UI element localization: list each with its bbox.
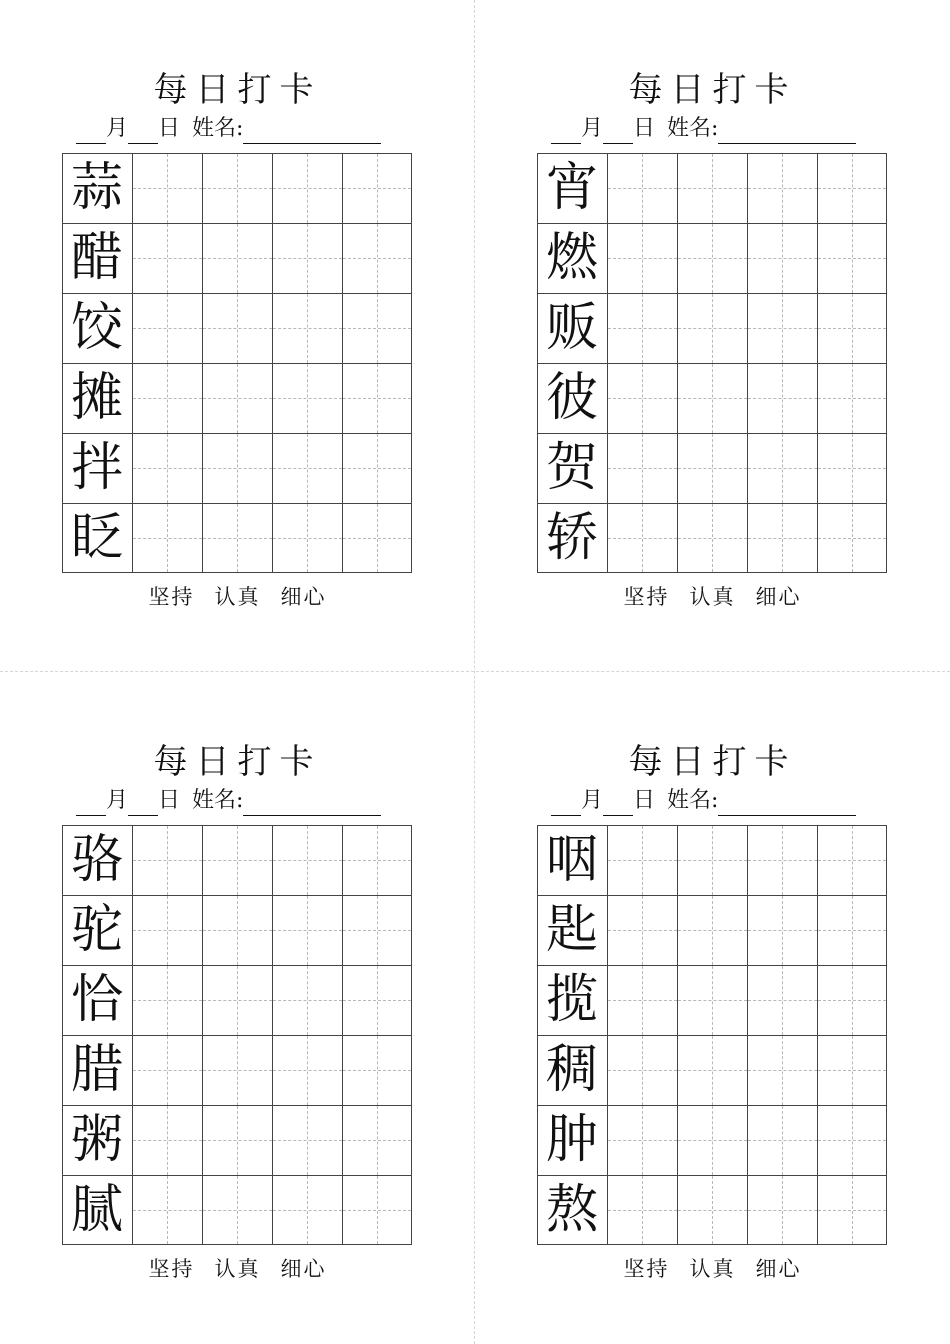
practice-cell[interactable]: [607, 895, 677, 965]
practice-cell[interactable]: [677, 433, 747, 503]
grid-row: [537, 293, 887, 363]
practice-cell[interactable]: [677, 1175, 747, 1245]
practice-cell[interactable]: [202, 293, 272, 363]
motto-word: 认真: [214, 585, 261, 609]
model-char-cell: [62, 153, 132, 223]
practice-cell[interactable]: [747, 1105, 817, 1175]
practice-cell[interactable]: [342, 965, 412, 1035]
month-label: 月: [106, 788, 129, 813]
practice-cell[interactable]: [677, 503, 747, 573]
grid-row: [537, 1175, 887, 1245]
model-char-cell: [62, 503, 132, 573]
date-name-line: [76, 114, 381, 144]
practice-cell[interactable]: [747, 293, 817, 363]
practice-cell[interactable]: [342, 1175, 412, 1245]
name-blank[interactable]: [718, 119, 856, 144]
model-char-cell: [62, 825, 132, 895]
day-label: 日: [158, 116, 181, 141]
practice-cell[interactable]: [607, 363, 677, 433]
practice-cell[interactable]: [817, 825, 887, 895]
writing-grid: [537, 153, 887, 573]
grid-row: [537, 153, 887, 223]
model-character: 腻: [70, 1180, 123, 1240]
model-char-cell: [537, 895, 607, 965]
month-blank[interactable]: [551, 791, 581, 816]
practice-cell[interactable]: [342, 895, 412, 965]
practice-cell[interactable]: [747, 965, 817, 1035]
practice-cell[interactable]: [342, 433, 412, 503]
practice-cell[interactable]: [677, 965, 747, 1035]
grid-row: [537, 895, 887, 965]
model-char-cell: [62, 1175, 132, 1245]
card-title: 每日打卡: [153, 742, 322, 782]
month-blank[interactable]: [76, 119, 106, 144]
practice-cell[interactable]: [132, 433, 202, 503]
model-char-cell: [537, 223, 607, 293]
practice-cell[interactable]: [342, 223, 412, 293]
motto-word: 坚持: [623, 1257, 670, 1281]
practice-cell[interactable]: [272, 1035, 342, 1105]
practice-cell[interactable]: [272, 895, 342, 965]
grid-row: [62, 1035, 412, 1105]
practice-cell[interactable]: [342, 1035, 412, 1105]
practice-cell[interactable]: [817, 293, 887, 363]
grid-row: [537, 1035, 887, 1105]
practice-cell[interactable]: [272, 433, 342, 503]
practice-cell[interactable]: [817, 965, 887, 1035]
practice-cell[interactable]: [132, 153, 202, 223]
day-blank[interactable]: [128, 791, 158, 816]
name-blank[interactable]: [718, 791, 856, 816]
date-name-line: [76, 786, 381, 816]
practice-cell[interactable]: [202, 433, 272, 503]
day-blank[interactable]: [603, 791, 633, 816]
practice-cell[interactable]: [272, 503, 342, 573]
model-char-cell: [62, 363, 132, 433]
practice-cell[interactable]: [202, 1175, 272, 1245]
practice-cell[interactable]: [202, 965, 272, 1035]
name-label: 姓名:: [192, 788, 244, 813]
practice-cell[interactable]: [677, 1035, 747, 1105]
practice-cell[interactable]: [272, 1175, 342, 1245]
practice-cell[interactable]: [817, 363, 887, 433]
writing-grid: [62, 825, 412, 1245]
motto-word: 细心: [755, 585, 802, 609]
practice-cell[interactable]: [202, 1035, 272, 1105]
model-character: 恰: [70, 970, 123, 1030]
model-character: 揽: [545, 970, 598, 1030]
grid-row: [62, 895, 412, 965]
day-label: 日: [158, 788, 181, 813]
name-label: 姓名:: [192, 116, 244, 141]
practice-cell[interactable]: [607, 1035, 677, 1105]
model-char-cell: [537, 363, 607, 433]
practice-cell[interactable]: [342, 1105, 412, 1175]
motto-word: 坚持: [148, 585, 195, 609]
practice-cell[interactable]: [817, 503, 887, 573]
model-character: 贺: [545, 438, 598, 498]
practice-card-4: [475, 672, 950, 1344]
model-character: 肿: [545, 1110, 598, 1170]
model-character: 骆: [70, 830, 123, 890]
practice-cell[interactable]: [677, 825, 747, 895]
practice-cell[interactable]: [747, 825, 817, 895]
grid-row: [537, 965, 887, 1035]
day-blank[interactable]: [603, 119, 633, 144]
date-name-line: [551, 786, 856, 816]
practice-cell[interactable]: [607, 1175, 677, 1245]
practice-cell[interactable]: [607, 433, 677, 503]
practice-cell[interactable]: [747, 1175, 817, 1245]
model-char-cell: [62, 1105, 132, 1175]
practice-cell[interactable]: [677, 153, 747, 223]
practice-cell[interactable]: [677, 1105, 747, 1175]
practice-cell[interactable]: [607, 825, 677, 895]
practice-cell[interactable]: [747, 153, 817, 223]
motto-word: 认真: [689, 1257, 736, 1281]
model-char-cell: [537, 503, 607, 573]
practice-cell[interactable]: [132, 293, 202, 363]
model-character: 眨: [70, 508, 123, 568]
grid-row: [62, 503, 412, 573]
card-title: 每日打卡: [153, 70, 322, 110]
month-label: 月: [106, 116, 129, 141]
card-title: 每日打卡: [628, 70, 797, 110]
model-char-cell: [62, 433, 132, 503]
grid-row: [62, 965, 412, 1035]
practice-cell[interactable]: [607, 503, 677, 573]
practice-card-1: [0, 0, 475, 672]
model-char-cell: [537, 293, 607, 363]
name-blank[interactable]: [243, 119, 381, 144]
motto-word: 细心: [280, 585, 327, 609]
practice-cell[interactable]: [202, 223, 272, 293]
practice-cell[interactable]: [747, 433, 817, 503]
name-blank[interactable]: [243, 791, 381, 816]
practice-cell[interactable]: [607, 965, 677, 1035]
practice-cell[interactable]: [342, 363, 412, 433]
grid-row: [62, 1105, 412, 1175]
model-char-cell: [537, 965, 607, 1035]
model-char-cell: [537, 1035, 607, 1105]
practice-cell[interactable]: [132, 363, 202, 433]
practice-cell[interactable]: [817, 1175, 887, 1245]
grid-row: [62, 825, 412, 895]
practice-cell[interactable]: [747, 363, 817, 433]
practice-cell[interactable]: [272, 293, 342, 363]
motto: [475, 582, 950, 612]
practice-cell[interactable]: [677, 293, 747, 363]
model-character: 宵: [545, 158, 598, 218]
practice-cell[interactable]: [342, 503, 412, 573]
model-character: 粥: [70, 1110, 123, 1170]
grid-row: [62, 293, 412, 363]
card-title: 每日打卡: [628, 742, 797, 782]
month-blank[interactable]: [551, 119, 581, 144]
model-character: 拌: [70, 438, 123, 498]
practice-cell[interactable]: [677, 895, 747, 965]
grid-row: [62, 433, 412, 503]
model-char-cell: [537, 153, 607, 223]
model-character: 彼: [545, 368, 598, 428]
practice-cell[interactable]: [747, 503, 817, 573]
practice-cell[interactable]: [132, 895, 202, 965]
model-character: 醋: [70, 228, 123, 288]
writing-grid: [62, 153, 412, 573]
grid-row: [537, 1105, 887, 1175]
practice-cell[interactable]: [272, 825, 342, 895]
practice-cell[interactable]: [607, 1105, 677, 1175]
practice-cell[interactable]: [817, 895, 887, 965]
model-character: 摊: [70, 368, 123, 428]
model-character: 匙: [545, 900, 598, 960]
practice-cell[interactable]: [747, 223, 817, 293]
practice-cell[interactable]: [747, 1035, 817, 1105]
motto-word: 认真: [689, 585, 736, 609]
day-label: 日: [633, 116, 656, 141]
practice-cell[interactable]: [607, 293, 677, 363]
model-char-cell: [537, 1175, 607, 1245]
practice-cell[interactable]: [202, 363, 272, 433]
grid-row: [62, 1175, 412, 1245]
model-character: 贩: [545, 298, 598, 358]
model-char-cell: [62, 293, 132, 363]
practice-cell[interactable]: [132, 223, 202, 293]
model-character: 轿: [545, 508, 598, 568]
model-character: 腊: [70, 1040, 123, 1100]
model-character: 蒜: [70, 158, 123, 218]
model-char-cell: [62, 223, 132, 293]
name-label: 姓名:: [667, 116, 719, 141]
practice-card-2: [475, 0, 950, 672]
practice-cell[interactable]: [272, 223, 342, 293]
practice-cell[interactable]: [272, 153, 342, 223]
practice-card-3: [0, 672, 475, 1344]
practice-cell[interactable]: [132, 1175, 202, 1245]
grid-row: [537, 503, 887, 573]
month-label: 月: [581, 788, 604, 813]
practice-cell[interactable]: [342, 293, 412, 363]
motto: [0, 582, 475, 612]
practice-cell[interactable]: [817, 223, 887, 293]
grid-row: [62, 153, 412, 223]
practice-cell[interactable]: [202, 503, 272, 573]
model-character: 稠: [545, 1040, 598, 1100]
grid-row: [62, 363, 412, 433]
model-char-cell: [537, 1105, 607, 1175]
practice-cell[interactable]: [132, 965, 202, 1035]
practice-cell[interactable]: [342, 825, 412, 895]
model-character: 咽: [545, 830, 598, 890]
practice-cell[interactable]: [677, 223, 747, 293]
motto: [0, 1254, 475, 1284]
practice-cell[interactable]: [202, 153, 272, 223]
practice-cell[interactable]: [607, 223, 677, 293]
model-character: 熬: [545, 1180, 598, 1240]
model-char-cell: [62, 965, 132, 1035]
model-char-cell: [537, 825, 607, 895]
motto-word: 细心: [280, 1257, 327, 1281]
model-char-cell: [537, 433, 607, 503]
practice-cell[interactable]: [817, 153, 887, 223]
model-character: 饺: [70, 298, 123, 358]
month-label: 月: [581, 116, 604, 141]
model-character: 燃: [545, 228, 598, 288]
practice-cell[interactable]: [132, 1035, 202, 1105]
practice-cell[interactable]: [202, 825, 272, 895]
practice-cell[interactable]: [342, 153, 412, 223]
date-name-line: [551, 114, 856, 144]
practice-cell[interactable]: [817, 1105, 887, 1175]
grid-row: [537, 433, 887, 503]
grid-row: [62, 223, 412, 293]
practice-cell[interactable]: [817, 433, 887, 503]
grid-row: [537, 223, 887, 293]
motto-word: 认真: [214, 1257, 261, 1281]
model-char-cell: [62, 1035, 132, 1105]
practice-cell[interactable]: [132, 825, 202, 895]
practice-cell[interactable]: [132, 503, 202, 573]
writing-grid: [537, 825, 887, 1245]
practice-cell[interactable]: [272, 965, 342, 1035]
practice-cell[interactable]: [132, 1105, 202, 1175]
practice-cell[interactable]: [202, 895, 272, 965]
model-character: 驼: [70, 900, 123, 960]
motto: [475, 1254, 950, 1284]
day-label: 日: [633, 788, 656, 813]
practice-cell[interactable]: [817, 1035, 887, 1105]
model-char-cell: [62, 895, 132, 965]
motto-word: 坚持: [623, 585, 670, 609]
practice-cell[interactable]: [747, 895, 817, 965]
practice-cell[interactable]: [677, 363, 747, 433]
grid-row: [537, 825, 887, 895]
practice-cell[interactable]: [272, 1105, 342, 1175]
motto-word: 细心: [755, 1257, 802, 1281]
practice-cell[interactable]: [272, 363, 342, 433]
month-blank[interactable]: [76, 791, 106, 816]
name-label: 姓名:: [667, 788, 719, 813]
grid-row: [537, 363, 887, 433]
day-blank[interactable]: [128, 119, 158, 144]
motto-word: 坚持: [148, 1257, 195, 1281]
practice-cell[interactable]: [607, 153, 677, 223]
practice-cell[interactable]: [202, 1105, 272, 1175]
